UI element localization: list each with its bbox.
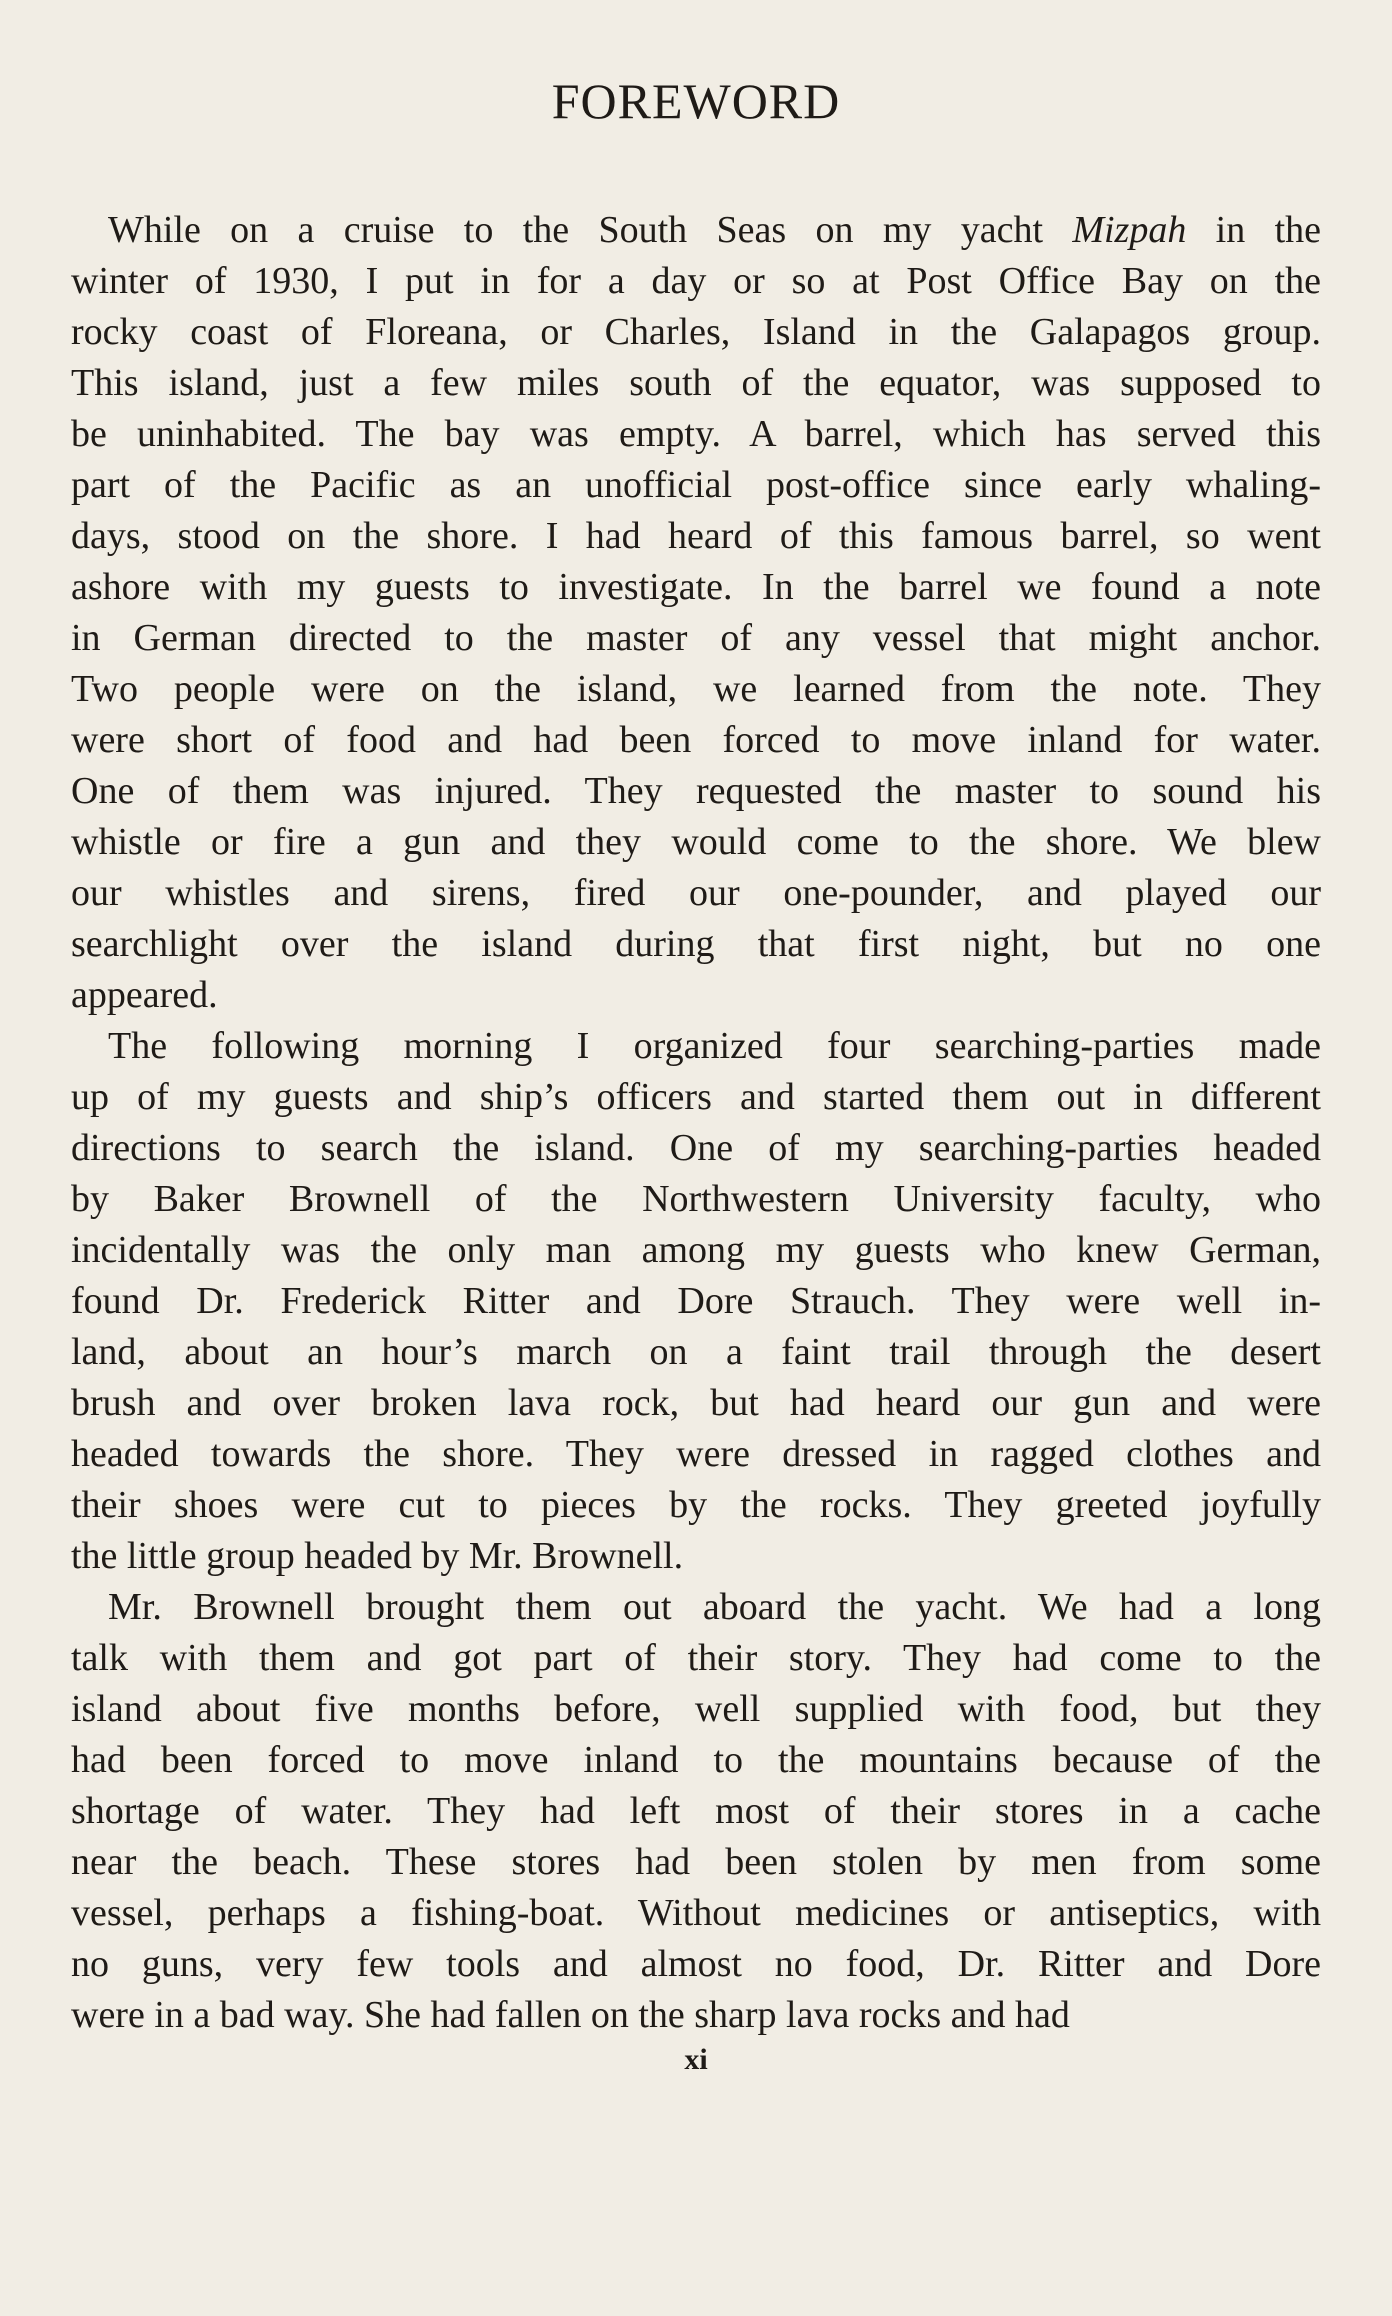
text-segment: our whistles and sirens, fired our one-pounder, and played our — [71, 872, 1321, 914]
text-segment: the little group headed by Mr. Brownell. — [71, 1535, 684, 1577]
text-line — [71, 562, 1321, 612]
text-segment: searchlight over the island during that first night, but no one — [71, 923, 1321, 965]
text-line — [71, 1378, 1321, 1428]
text-segment: rocky coast of Floreana, or Charles, Island in the Galapagos group. — [71, 311, 1321, 353]
text-segment: up of my guests and ship’s officers and started them out in different — [71, 1076, 1321, 1118]
text-segment: land, about an hour’s march on a faint trail through the desert — [71, 1331, 1321, 1373]
text-segment: part of the Pacific as an unofficial post-office since early whaling- — [71, 464, 1321, 506]
text-segment: no guns, very few tools and almost no food, Dr. Ritter and Dore — [71, 1943, 1321, 1985]
text-segment: shortage of water. They had left most of their stores in a cache — [71, 1790, 1321, 1832]
text-line — [108, 205, 1321, 255]
text-line — [71, 1633, 1321, 1683]
text-segment: directions to search the island. One of my searching-parties headed — [71, 1127, 1321, 1169]
text-line — [108, 1021, 1321, 1071]
chapter-title: FOREWORD — [551, 73, 841, 129]
text-line — [71, 766, 1321, 816]
text-segment: island about five months before, well supplied with food, but they — [71, 1688, 1321, 1730]
text-segment: incidentally was the only man among my guests who knew German, — [71, 1229, 1321, 1271]
text-line — [71, 358, 1321, 408]
text-line — [71, 919, 1321, 969]
text-line — [71, 1480, 1321, 1530]
text-segment: winter of 1930, I put in for a day or so at Post Office Bay on the — [71, 260, 1321, 302]
text-line — [71, 511, 1321, 561]
text-line — [71, 1327, 1321, 1377]
text-line — [71, 1735, 1321, 1785]
text-line — [71, 460, 1321, 510]
text-segment: days, stood on the shore. I had heard of this famous barrel, so went — [71, 515, 1321, 557]
text-segment: Mr. Brownell brought them out aboard the yacht. We had a long — [108, 1586, 1321, 1628]
text-line — [71, 409, 1321, 459]
text-segment: Two people were on the island, we learned from the note. They — [71, 668, 1321, 710]
text-line — [71, 307, 1321, 357]
yacht-name: Mizpah — [1072, 209, 1187, 251]
text-line — [71, 715, 1321, 765]
text-line — [71, 1123, 1321, 1173]
text-segment: found Dr. Frederick Ritter and Dore Strauch. They were well in- — [71, 1280, 1321, 1322]
text-segment: be uninhabited. The bay was empty. A barrel, which has served this — [71, 413, 1321, 455]
text-line — [71, 1786, 1321, 1836]
text-line — [71, 1888, 1321, 1938]
text-line — [71, 1837, 1321, 1887]
text-line — [71, 1684, 1321, 1734]
text-segment: talk with them and got part of their story. They had come to the — [71, 1637, 1321, 1679]
page-number: xi — [684, 2043, 708, 2076]
text-line — [71, 1225, 1321, 1275]
text-segment: in German directed to the master of any vessel that might anchor. — [71, 617, 1321, 659]
text-segment: whistle or fire a gun and they would come to the shore. We blew — [71, 821, 1321, 863]
text-segment: vessel, perhaps a fishing-boat. Without medicines or antiseptics, with — [71, 1892, 1321, 1934]
text-segment: were short of food and had been forced to move inland for water. — [71, 719, 1321, 761]
text-segment: by Baker Brownell of the Northwestern University faculty, who — [71, 1178, 1321, 1220]
text-segment: their shoes were cut to pieces by the rocks. They greeted joyfully — [71, 1484, 1321, 1526]
text-line — [71, 868, 1321, 918]
text-line — [71, 1429, 1321, 1479]
text-line — [71, 664, 1321, 714]
text-segment: brush and over broken lava rock, but had heard our gun and were — [71, 1382, 1321, 1424]
text-segment: near the beach. These stores had been stolen by men from some — [71, 1841, 1321, 1883]
text-line — [71, 1072, 1321, 1122]
text-segment: The following morning I organized four searching-parties made — [108, 1025, 1321, 1067]
text-line — [71, 970, 1321, 1020]
text-segment: While on a cruise to the South Seas on my yacht — [108, 209, 1073, 251]
text-line — [71, 1531, 1321, 1581]
text-segment: in the — [1186, 209, 1322, 251]
text-segment: One of them was injured. They requested the master to sound his — [71, 770, 1321, 812]
text-line — [71, 817, 1321, 867]
text-segment: ashore with my guests to investigate. In the barrel we found a note — [71, 566, 1321, 608]
text-line — [71, 1939, 1321, 1989]
text-line — [71, 1990, 1321, 2040]
text-line — [71, 1174, 1321, 1224]
text-segment: were in a bad way. She had fallen on the sharp lava rocks and had — [71, 1994, 1070, 2036]
text-line — [108, 1582, 1321, 1632]
text-line — [71, 256, 1321, 306]
text-segment: headed towards the shore. They were dressed in ragged clothes and — [71, 1433, 1321, 1475]
text-line — [71, 1276, 1321, 1326]
text-segment: appeared. — [71, 974, 218, 1016]
text-segment: had been forced to move inland to the mountains because of the — [71, 1739, 1321, 1781]
text-line — [71, 613, 1321, 663]
text-segment: This island, just a few miles south of the equator, was supposed to — [71, 362, 1321, 404]
